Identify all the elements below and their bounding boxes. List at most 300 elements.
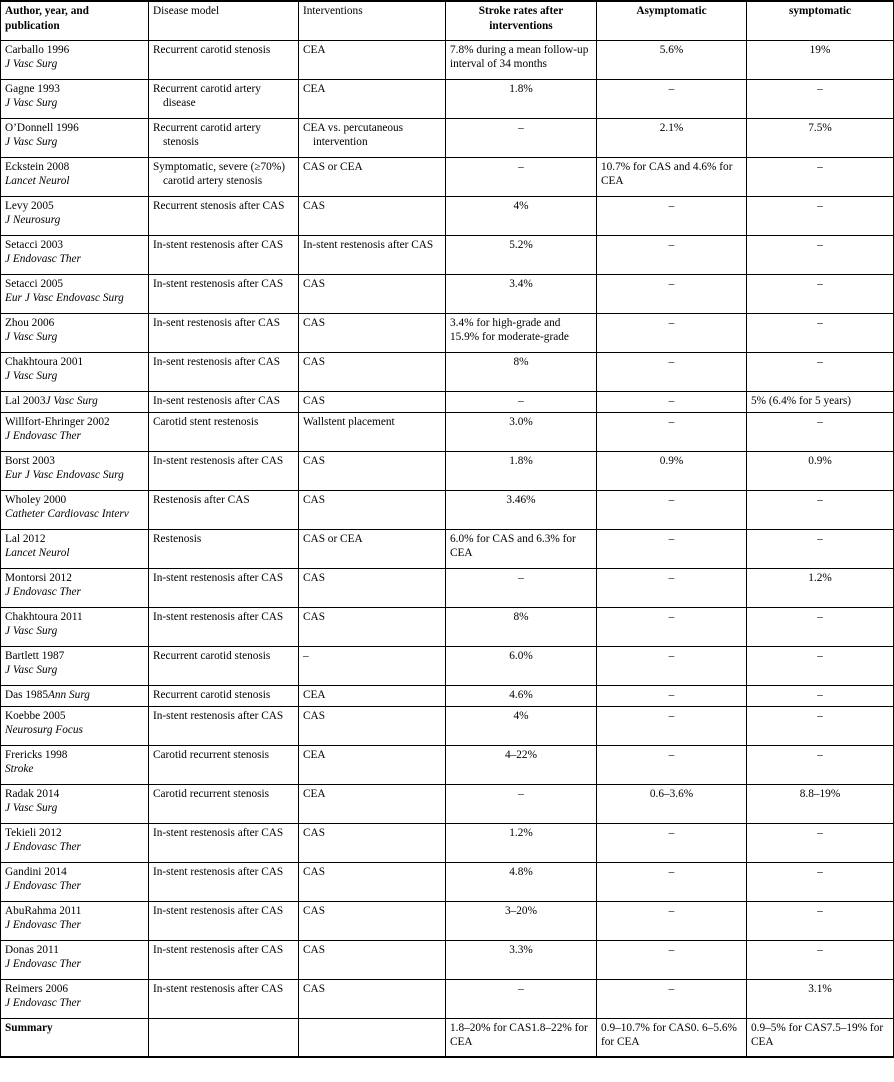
disease-model-text: In-stent restenosis after CAS <box>153 238 284 251</box>
author-name: Carballo 1996 <box>5 43 70 56</box>
author-cell <box>1 901 149 940</box>
interventions-cell <box>299 40 446 79</box>
disease-model-cell <box>149 823 299 862</box>
journal-name: Lancet Neurol <box>5 175 70 188</box>
author-name: Levy 2005 <box>5 199 54 212</box>
symptomatic-cell: – <box>747 235 894 274</box>
header-row <box>1 1 894 40</box>
asymptomatic-cell: – <box>597 607 747 646</box>
journal-name: J Endovasc Ther <box>5 253 81 266</box>
interventions-cell <box>299 118 446 157</box>
journal-name: J Vasc Surg <box>5 331 58 344</box>
asymptomatic-cell: – <box>597 901 747 940</box>
disease-model-cell <box>149 784 299 823</box>
interventions-text: CEA <box>303 748 326 761</box>
interventions-cell <box>299 79 446 118</box>
asymptomatic-cell: 2.1% <box>597 118 747 157</box>
interventions-cell <box>299 490 446 529</box>
author-cell <box>1 391 149 412</box>
symptomatic-cell: 5% (6.4% for 5 years) <box>747 391 894 412</box>
journal-name: J Endovasc Ther <box>5 997 81 1010</box>
author-name: Bartlett 1987 <box>5 649 65 662</box>
journal-name: J Vasc Surg <box>5 370 58 383</box>
summary-asymptomatic: 0.9–10.7% for CAS0. 6–5.6% for CEA <box>597 1018 747 1057</box>
table-row <box>1 79 894 118</box>
interventions-text: CAS <box>303 355 325 368</box>
author-name: Reimers 2006 <box>5 982 69 995</box>
author-name: Eckstein 2008 <box>5 160 70 173</box>
stroke-rate-cell: 4% <box>446 196 597 235</box>
disease-model-text: In-sent restenosis after CAS <box>153 394 281 407</box>
disease-model-text: In-stent restenosis after CAS <box>153 709 284 722</box>
interventions-cell <box>299 823 446 862</box>
symptomatic-cell: – <box>747 352 894 391</box>
author-name: Zhou 2006 <box>5 316 55 329</box>
stroke-rate-cell: 6.0% <box>446 646 597 685</box>
disease-model-cell <box>149 79 299 118</box>
symptomatic-cell: – <box>747 823 894 862</box>
interventions-text: CAS or CEA <box>303 160 363 173</box>
interventions-text: CAS <box>303 454 325 467</box>
stroke-rate-cell: 3.3% <box>446 940 597 979</box>
symptomatic-cell: 19% <box>747 40 894 79</box>
asymptomatic-cell: – <box>597 274 747 313</box>
interventions-cell <box>299 685 446 706</box>
interventions-text: CAS <box>303 709 325 722</box>
author-name: Das 1985 <box>5 688 48 701</box>
interventions-text: CAS <box>303 199 325 212</box>
interventions-text: CAS <box>303 394 325 407</box>
author-cell <box>1 529 149 568</box>
interventions-text: Wallstent placement <box>303 415 395 428</box>
asymptomatic-cell: – <box>597 706 747 745</box>
symptomatic-cell: – <box>747 862 894 901</box>
disease-model-text: In-stent restenosis after CAS <box>153 943 284 956</box>
table-row <box>1 823 894 862</box>
disease-model-cell <box>149 529 299 568</box>
author-cell <box>1 352 149 391</box>
interventions-cell <box>299 568 446 607</box>
header-stroke-rates: Stroke rates after interventions <box>446 1 597 40</box>
author-name: O’Donnell 1996 <box>5 121 79 134</box>
table-row <box>1 940 894 979</box>
author-name: Koebbe 2005 <box>5 709 66 722</box>
table-row <box>1 862 894 901</box>
stroke-rate-cell: – <box>446 568 597 607</box>
stroke-rate-cell: 4% <box>446 706 597 745</box>
stroke-rate-cell: 3.0% <box>446 412 597 451</box>
symptomatic-cell: 0.9% <box>747 451 894 490</box>
table-row <box>1 235 894 274</box>
author-name: Radak 2014 <box>5 787 60 800</box>
interventions-text: CAS or CEA <box>303 532 363 545</box>
table-row <box>1 745 894 784</box>
symptomatic-cell: – <box>747 745 894 784</box>
interventions-cell <box>299 235 446 274</box>
disease-model-cell <box>149 391 299 412</box>
symptomatic-cell: 1.2% <box>747 568 894 607</box>
interventions-cell <box>299 745 446 784</box>
interventions-text: CAS <box>303 277 325 290</box>
disease-model-text: In-stent restenosis after CAS <box>153 277 284 290</box>
interventions-text: CEA <box>303 688 326 701</box>
disease-model-text: Recurrent carotid stenosis <box>153 688 271 701</box>
stroke-rate-cell: – <box>446 118 597 157</box>
table-body <box>1 40 894 1057</box>
asymptomatic-cell: – <box>597 79 747 118</box>
asymptomatic-cell: – <box>597 940 747 979</box>
symptomatic-cell: 3.1% <box>747 979 894 1018</box>
interventions-cell <box>299 979 446 1018</box>
interventions-cell <box>299 352 446 391</box>
interventions-text: CAS <box>303 610 325 623</box>
symptomatic-cell: – <box>747 901 894 940</box>
disease-model-cell <box>149 685 299 706</box>
journal-name: J Endovasc Ther <box>5 919 81 932</box>
summary-row <box>1 1018 894 1057</box>
interventions-text: CAS <box>303 982 325 995</box>
interventions-cell <box>299 901 446 940</box>
asymptomatic-cell: – <box>597 490 747 529</box>
journal-name: J Endovasc Ther <box>5 430 81 443</box>
interventions-cell <box>299 529 446 568</box>
disease-model-cell <box>149 196 299 235</box>
table-row <box>1 412 894 451</box>
header-symptomatic: symptomatic <box>747 1 894 40</box>
table-row <box>1 157 894 196</box>
journal-name: J Endovasc Ther <box>5 841 81 854</box>
header-disease-model: Disease model <box>149 1 299 40</box>
journal-name: Neurosurg Focus <box>5 724 83 737</box>
asymptomatic-cell: – <box>597 313 747 352</box>
disease-model-cell <box>149 313 299 352</box>
author-name: Gandini 2014 <box>5 865 67 878</box>
table-row <box>1 646 894 685</box>
disease-model-cell <box>149 862 299 901</box>
interventions-cell <box>299 607 446 646</box>
interventions-cell <box>299 784 446 823</box>
disease-model-text: Recurrent carotid stenosis <box>153 43 271 56</box>
stroke-rate-cell: 3.4% for high-grade and 15.9% for moderate-grade <box>446 313 597 352</box>
journal-name: Eur J Vasc Endovasc Surg <box>5 292 124 305</box>
interventions-text: CEA vs. percutaneous intervention <box>303 121 404 149</box>
author-name: Setacci 2003 <box>5 238 64 251</box>
symptomatic-cell: – <box>747 157 894 196</box>
author-name: Montorsi 2012 <box>5 571 72 584</box>
interventions-text: CEA <box>303 787 326 800</box>
journal-name: J Vasc Surg <box>5 97 58 110</box>
disease-model-cell <box>149 157 299 196</box>
disease-model-cell <box>149 235 299 274</box>
disease-model-cell <box>149 607 299 646</box>
disease-model-text: In-stent restenosis after CAS <box>153 454 284 467</box>
stroke-rate-cell: 4.8% <box>446 862 597 901</box>
interventions-cell <box>299 157 446 196</box>
disease-model-cell <box>149 40 299 79</box>
journal-name: Lancet Neurol <box>5 547 70 560</box>
summary-empty-interventions <box>299 1018 446 1057</box>
stroke-rate-cell: 8% <box>446 352 597 391</box>
disease-model-text: In-stent restenosis after CAS <box>153 982 284 995</box>
author-cell <box>1 607 149 646</box>
interventions-text: CAS <box>303 571 325 584</box>
interventions-cell <box>299 196 446 235</box>
table-row <box>1 568 894 607</box>
interventions-text: – <box>303 649 309 662</box>
author-name: Gagne 1993 <box>5 82 60 95</box>
disease-model-text: Carotid recurrent stenosis <box>153 748 270 761</box>
disease-model-text: Recurrent stenosis after CAS <box>153 199 285 212</box>
summary-empty-disease <box>149 1018 299 1057</box>
interventions-text: CAS <box>303 826 325 839</box>
disease-model-text: In-stent restenosis after CAS <box>153 826 284 839</box>
interventions-text: CAS <box>303 904 325 917</box>
stroke-rate-cell: 1.8% <box>446 451 597 490</box>
disease-model-cell <box>149 706 299 745</box>
journal-name: J Vasc Surg <box>45 394 98 407</box>
asymptomatic-cell: – <box>597 979 747 1018</box>
table-row <box>1 274 894 313</box>
symptomatic-cell: – <box>747 196 894 235</box>
disease-model-cell <box>149 412 299 451</box>
interventions-cell <box>299 940 446 979</box>
asymptomatic-cell: 0.9% <box>597 451 747 490</box>
author-name: Tekieli 2012 <box>5 826 62 839</box>
journal-name: J Neurosurg <box>5 214 61 227</box>
stroke-rate-cell: 6.0% for CAS and 6.3% for CEA <box>446 529 597 568</box>
table-row <box>1 529 894 568</box>
asymptomatic-cell: – <box>597 823 747 862</box>
stroke-rate-cell: 3.4% <box>446 274 597 313</box>
disease-model-text: Restenosis <box>153 532 202 545</box>
author-cell <box>1 568 149 607</box>
asymptomatic-cell: 5.6% <box>597 40 747 79</box>
asymptomatic-cell: – <box>597 352 747 391</box>
disease-model-cell <box>149 490 299 529</box>
asymptomatic-cell: – <box>597 646 747 685</box>
asymptomatic-cell: – <box>597 235 747 274</box>
header-asymptomatic: Asymptomatic <box>597 1 747 40</box>
disease-model-text: Recurrent carotid stenosis <box>153 649 271 662</box>
symptomatic-cell: – <box>747 490 894 529</box>
asymptomatic-cell: 0.6–3.6% <box>597 784 747 823</box>
stroke-rate-cell: 3–20% <box>446 901 597 940</box>
disease-model-cell <box>149 745 299 784</box>
symptomatic-cell: – <box>747 274 894 313</box>
author-cell <box>1 235 149 274</box>
author-cell <box>1 745 149 784</box>
disease-model-text: Recurrent carotid artery stenosis <box>153 121 261 149</box>
interventions-cell <box>299 451 446 490</box>
stroke-rate-cell: 4–22% <box>446 745 597 784</box>
interventions-cell <box>299 412 446 451</box>
disease-model-cell <box>149 901 299 940</box>
stroke-rate-cell: 1.8% <box>446 79 597 118</box>
table-row <box>1 784 894 823</box>
summary-label: Summary <box>1 1018 149 1057</box>
journal-name: J Vasc Surg <box>5 802 58 815</box>
author-name: Chakhtoura 2011 <box>5 610 83 623</box>
interventions-cell <box>299 391 446 412</box>
disease-model-cell <box>149 940 299 979</box>
author-cell <box>1 40 149 79</box>
journal-name: J Endovasc Ther <box>5 880 81 893</box>
disease-model-cell <box>149 979 299 1018</box>
disease-model-cell <box>149 568 299 607</box>
interventions-text: CAS <box>303 316 325 329</box>
table-row <box>1 352 894 391</box>
stroke-rate-cell: 5.2% <box>446 235 597 274</box>
table-row <box>1 901 894 940</box>
header-author: Author, year, and publication <box>1 1 149 40</box>
interventions-cell <box>299 862 446 901</box>
author-cell <box>1 940 149 979</box>
interventions-cell <box>299 646 446 685</box>
author-cell <box>1 196 149 235</box>
table-row <box>1 313 894 352</box>
author-name: Chakhtoura 2001 <box>5 355 84 368</box>
author-cell <box>1 118 149 157</box>
disease-model-text: Restenosis after CAS <box>153 493 250 506</box>
disease-model-text: Carotid recurrent stenosis <box>153 787 270 800</box>
symptomatic-cell: – <box>747 412 894 451</box>
author-cell <box>1 490 149 529</box>
symptomatic-cell: 7.5% <box>747 118 894 157</box>
author-cell <box>1 412 149 451</box>
disease-model-text: In-stent restenosis after CAS <box>153 610 284 623</box>
stroke-rate-cell: 7.8% during a mean follow-up interval of 34 months <box>446 40 597 79</box>
interventions-cell <box>299 274 446 313</box>
journal-name: Ann Surg <box>48 688 90 701</box>
table-row <box>1 391 894 412</box>
author-cell <box>1 646 149 685</box>
author-cell <box>1 784 149 823</box>
table-row <box>1 490 894 529</box>
stroke-rate-cell: 1.2% <box>446 823 597 862</box>
author-cell <box>1 79 149 118</box>
table-row <box>1 40 894 79</box>
asymptomatic-cell: – <box>597 391 747 412</box>
interventions-text: CEA <box>303 43 326 56</box>
author-cell <box>1 862 149 901</box>
disease-model-text: In-stent restenosis after CAS <box>153 865 284 878</box>
table-row <box>1 685 894 706</box>
asymptomatic-cell: – <box>597 568 747 607</box>
interventions-text: CEA <box>303 82 326 95</box>
journal-name: J Vasc Surg <box>5 664 58 677</box>
disease-model-cell <box>149 451 299 490</box>
table-row <box>1 607 894 646</box>
asymptomatic-cell: – <box>597 196 747 235</box>
asymptomatic-cell: 10.7% for CAS and 4.6% for CEA <box>597 157 747 196</box>
journal-name: Stroke <box>5 763 34 776</box>
asymptomatic-cell: – <box>597 412 747 451</box>
symptomatic-cell: 8.8–19% <box>747 784 894 823</box>
disease-model-text: In-stent restenosis after CAS <box>153 904 284 917</box>
author-cell <box>1 979 149 1018</box>
disease-model-text: In-sent restenosis after CAS <box>153 355 281 368</box>
table-row <box>1 196 894 235</box>
author-name: Donas 2011 <box>5 943 59 956</box>
author-name: AbuRahma 2011 <box>5 904 82 917</box>
stroke-rate-cell: 3.46% <box>446 490 597 529</box>
header-interventions: Interventions <box>299 1 446 40</box>
disease-model-text: Symptomatic, severe (≥70%) carotid artery stenosis <box>153 160 285 188</box>
author-cell <box>1 274 149 313</box>
symptomatic-cell: – <box>747 646 894 685</box>
author-name: Setacci 2005 <box>5 277 64 290</box>
author-name: Borst 2003 <box>5 454 55 467</box>
author-name: Willfort-Ehringer 2002 <box>5 415 110 428</box>
disease-model-cell <box>149 118 299 157</box>
asymptomatic-cell: – <box>597 685 747 706</box>
asymptomatic-cell: – <box>597 529 747 568</box>
journal-name: Eur J Vasc Endovasc Surg <box>5 469 124 482</box>
table-row <box>1 451 894 490</box>
journal-name: J Vasc Surg <box>5 58 58 71</box>
asymptomatic-cell: – <box>597 862 747 901</box>
stroke-rate-cell: – <box>446 391 597 412</box>
disease-model-cell <box>149 646 299 685</box>
author-cell <box>1 313 149 352</box>
summary-symptomatic: 0.9–5% for CAS7.5–19% for CEA <box>747 1018 894 1057</box>
disease-model-cell <box>149 352 299 391</box>
symptomatic-cell: – <box>747 79 894 118</box>
journal-name: J Endovasc Ther <box>5 586 81 599</box>
author-cell <box>1 685 149 706</box>
author-cell <box>1 157 149 196</box>
interventions-cell <box>299 706 446 745</box>
stroke-rate-cell: 8% <box>446 607 597 646</box>
journal-name: J Vasc Surg <box>5 625 58 638</box>
disease-model-cell <box>149 274 299 313</box>
stroke-rate-cell: – <box>446 784 597 823</box>
author-cell <box>1 823 149 862</box>
interventions-cell <box>299 313 446 352</box>
disease-model-text: In-stent restenosis after CAS <box>153 571 284 584</box>
journal-name: J Endovasc Ther <box>5 958 81 971</box>
author-name: Frericks 1998 <box>5 748 68 761</box>
stroke-rate-cell: – <box>446 157 597 196</box>
summary-stroke-rate: 1.8–20% for CAS1.8–22% for CEA <box>446 1018 597 1057</box>
author-name: Lal 2012 <box>5 532 46 545</box>
author-name: Lal 2003 <box>5 394 46 407</box>
interventions-text: CAS <box>303 865 325 878</box>
author-cell <box>1 706 149 745</box>
table-row <box>1 979 894 1018</box>
interventions-text: CAS <box>303 943 325 956</box>
stroke-rate-cell: 4.6% <box>446 685 597 706</box>
interventions-text: CAS <box>303 493 325 506</box>
journal-name: J Vasc Surg <box>5 136 58 149</box>
author-name: Wholey 2000 <box>5 493 67 506</box>
asymptomatic-cell: – <box>597 745 747 784</box>
symptomatic-cell: – <box>747 529 894 568</box>
symptomatic-cell: – <box>747 685 894 706</box>
author-cell <box>1 451 149 490</box>
journal-name: Catheter Cardiovasc Interv <box>5 508 129 521</box>
disease-model-text: Carotid stent restenosis <box>153 415 259 428</box>
interventions-text: In-stent restenosis after CAS <box>303 238 434 251</box>
disease-model-text: In-sent restenosis after CAS <box>153 316 281 329</box>
stroke-rate-cell: – <box>446 979 597 1018</box>
symptomatic-cell: – <box>747 313 894 352</box>
symptomatic-cell: – <box>747 706 894 745</box>
symptomatic-cell: – <box>747 940 894 979</box>
table-row <box>1 118 894 157</box>
disease-model-text: Recurrent carotid artery disease <box>153 82 261 110</box>
table-row <box>1 706 894 745</box>
